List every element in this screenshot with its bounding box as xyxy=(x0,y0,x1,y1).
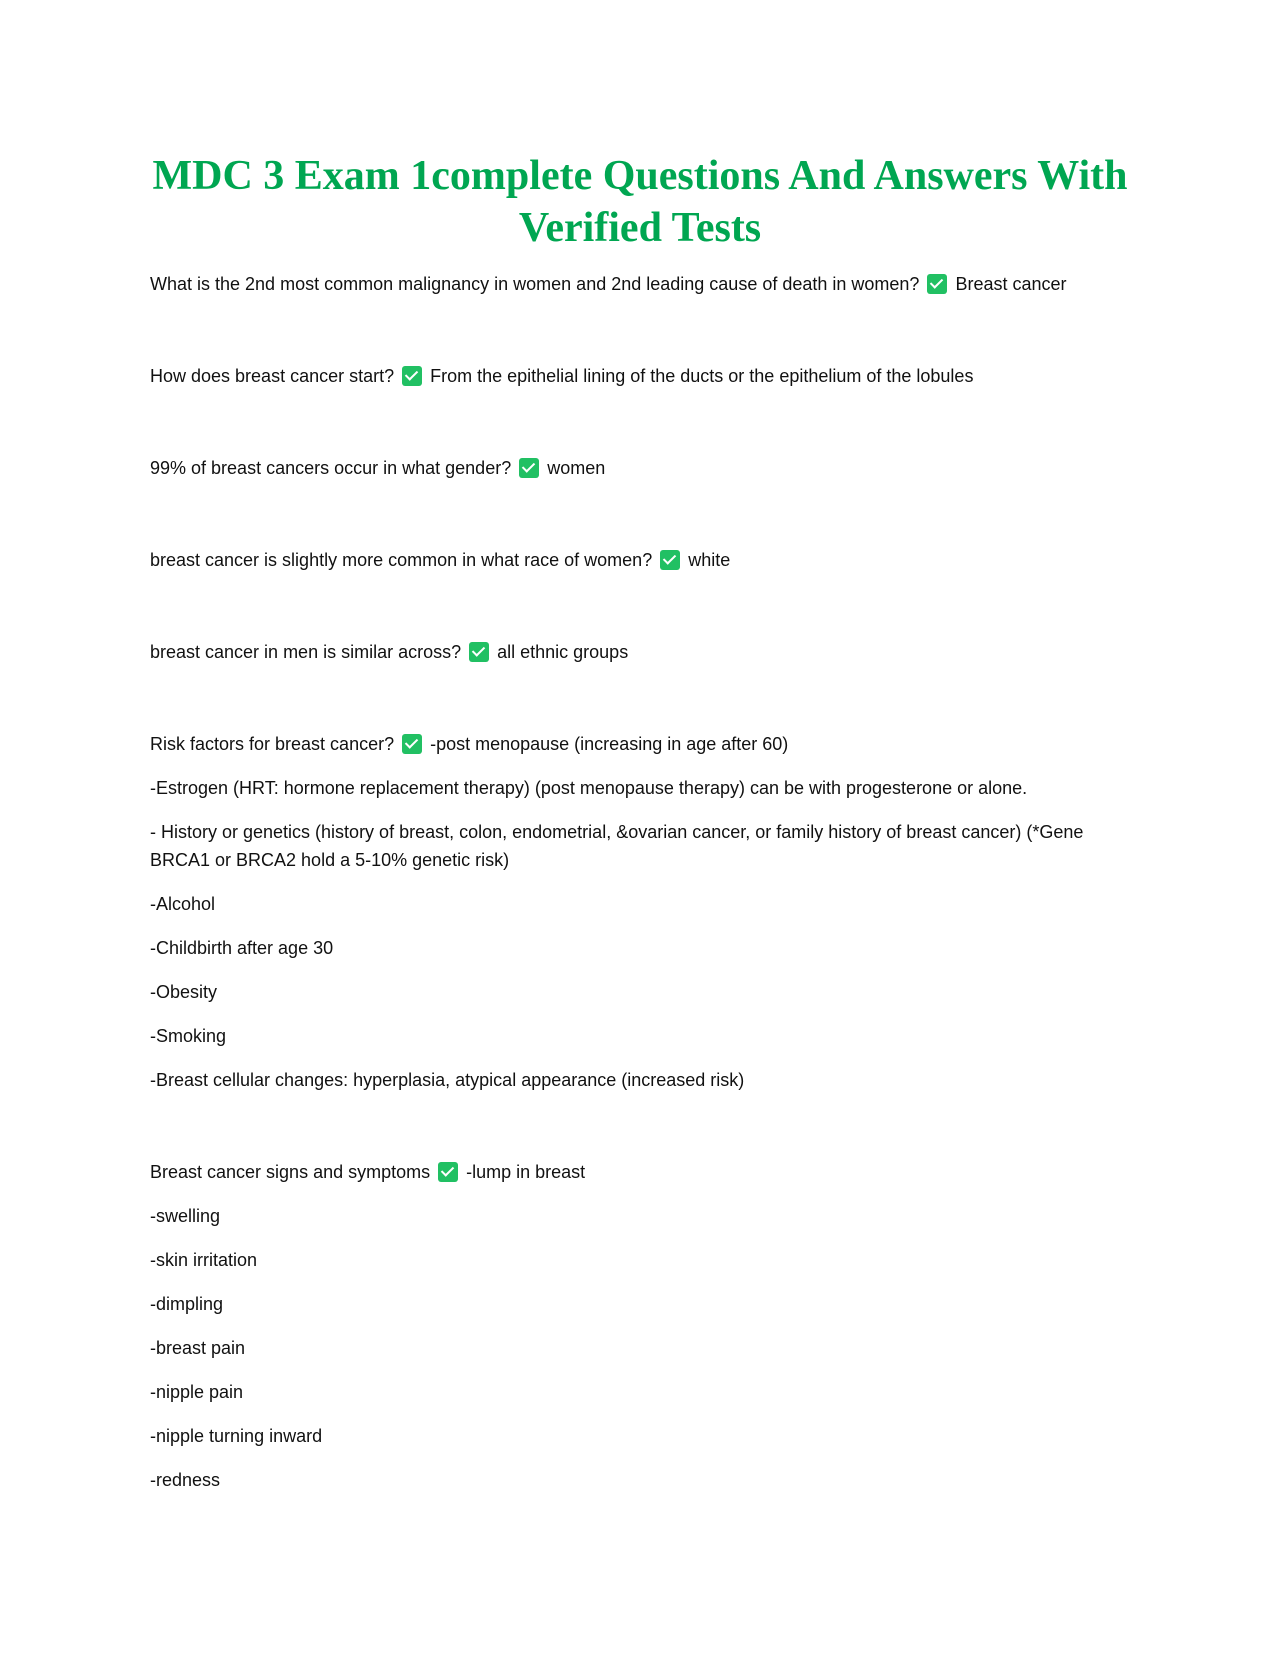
answer-line: -nipple pain xyxy=(150,1382,244,1402)
check-mark-icon xyxy=(438,1162,458,1182)
question-text: Risk factors for breast cancer? xyxy=(150,734,395,754)
answer-line: -Childbirth after age 30 xyxy=(150,938,334,958)
answer-line: -swelling xyxy=(150,1206,221,1226)
answer-text: white xyxy=(688,550,731,570)
answer-text: women xyxy=(547,458,606,478)
check-mark-icon xyxy=(927,274,947,294)
answer-line: -Breast cellular changes: hyperplasia, atypical appearance (increased risk) xyxy=(150,1070,745,1090)
answer-line: -Estrogen (HRT: hormone replacement therapy) (post menopause therapy) can be with progesterone or alone. xyxy=(150,778,1028,798)
answer-line: -breast pain xyxy=(150,1338,246,1358)
qa-item xyxy=(150,638,1140,666)
check-mark-icon xyxy=(402,366,422,386)
answer-text: -post menopause (increasing in age after 60) xyxy=(430,734,789,754)
question-text: How does breast cancer start? xyxy=(150,366,395,386)
qa-line xyxy=(150,362,1140,390)
answer-line: - History or genetics (history of breast, colon, endometrial, &ovarian cancer, or family history of breast cancer) (*Gene BRCA1 or BRCA2 hold a 5-10% genetic risk) xyxy=(150,822,1084,870)
answer-line: -Obesity xyxy=(150,982,218,1002)
question-text: Breast cancer signs and symptoms xyxy=(150,1162,431,1182)
qa-line xyxy=(150,270,1140,298)
answer-line: -redness xyxy=(150,1470,221,1490)
qa-line xyxy=(150,1158,1140,1186)
question-text: breast cancer in men is similar across? xyxy=(150,642,462,662)
answer-line: -Smoking xyxy=(150,1026,227,1046)
question-text: breast cancer is slightly more common in what race of women? xyxy=(150,550,653,570)
qa-line xyxy=(150,546,1140,574)
answer-line: -Alcohol xyxy=(150,894,216,914)
qa-list xyxy=(150,270,1140,1558)
answer-text: From the epithelial lining of the ducts or the epithelium of the lobules xyxy=(430,366,974,386)
question-text: 99% of breast cancers occur in what gender? xyxy=(150,458,512,478)
answer-text: all ethnic groups xyxy=(497,642,629,662)
answer-line: -skin irritation xyxy=(150,1250,258,1270)
check-mark-icon xyxy=(519,458,539,478)
qa-item xyxy=(150,1158,1140,1494)
document-title: MDC 3 Exam 1complete Questions And Answers With Verified Tests xyxy=(152,153,1128,251)
answer-line: -dimpling xyxy=(150,1294,224,1314)
qa-item xyxy=(150,730,1140,1094)
qa-item xyxy=(150,362,1140,390)
check-mark-icon xyxy=(469,642,489,662)
answer-text: -lump in breast xyxy=(466,1162,586,1182)
question-text: What is the 2nd most common malignancy in women and 2nd leading cause of death in women? xyxy=(150,274,920,294)
answer-text: Breast cancer xyxy=(955,274,1067,294)
qa-line xyxy=(150,730,1140,758)
check-mark-icon xyxy=(402,734,422,754)
qa-item xyxy=(150,454,1140,482)
qa-line xyxy=(150,638,1140,666)
answer-line: -nipple turning inward xyxy=(150,1426,323,1446)
qa-item xyxy=(150,270,1140,298)
qa-item xyxy=(150,546,1140,574)
check-mark-icon xyxy=(660,550,680,570)
qa-line xyxy=(150,454,1140,482)
